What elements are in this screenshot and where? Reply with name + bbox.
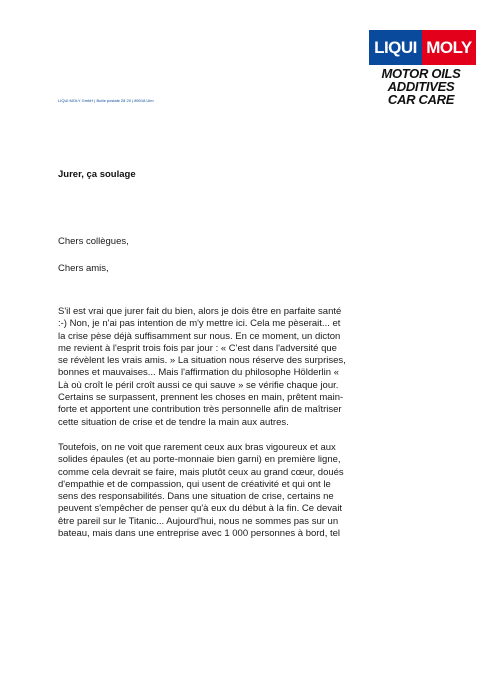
paragraph-line: peuvent s'empêcher de penser qu'à eux du début à la fin. Ce devait [58,503,343,515]
paragraph-line: d'empathie et de compassion, qui usent de créativité et qui ont le [58,478,331,490]
logo-liqui: LIQUI [369,30,422,65]
paragraph-line: bateau, mais dans une entreprise avec 1 000 personnes à bord, tel [58,528,341,540]
logo-tagline-line-1: MOTOR OILS [381,66,461,81]
company-logo [366,30,476,106]
paragraph-line: forte et apportent une contribution très personnelle afin de maîtriser [58,404,342,416]
paragraph-line: comme cela devrait se faire, mais plutôt ceux au grand cœur, doués [58,466,344,478]
paragraph-line: être pareil sur le Titanic... Aujourd'hui, nous ne sommes pas sur un [58,515,339,527]
logo-tagline [366,67,476,106]
logo-tagline-line-3: CAR CARE [387,92,455,107]
paragraph-line: Certains se surpassent, prennent les choses en main, prêtent main- [58,392,344,404]
paragraph-line: la crise pèse déjà suffisamment sur nous. En ce moment, un dicton [58,330,341,342]
logo-moly: MOLY [422,30,476,65]
paragraph-line: bonnes et mauvaises... Mais l'affirmation du philosophe Hölderlin « [58,367,339,379]
paragraph-2 [58,442,422,540]
paragraph-line: Là où croît le péril croît aussi ce qui sauve » se vérifie chaque jour. [58,379,339,391]
logo-wordmark [369,30,476,65]
logo-tagline-line-2: ADDITIVES [387,79,455,94]
paragraph-line: se révèlent les vrais amis. » La situation nous réserve des surprises, [58,355,346,367]
salutation-colleagues: Chers collègues, [58,236,129,247]
paragraph-line: cette situation de crise et de tendre la main aux autres. [58,416,289,428]
paragraph-line: me revient à l'esprit trois fois par jour : « C'est dans l'adversité que [58,342,337,354]
paragraph-1 [58,306,422,429]
paragraph-line: sens des responsabilités. Dans une situation de crise, certains ne [58,491,334,503]
paragraph-line: :-) Non, je n'ai pas intention de m'y mettre ici. Cela me pèserait... et [58,318,341,330]
sender-address: LIQUI MOLY GmbH | Boîte postale 28 20 | 89018 Ulm [58,98,154,103]
letter-title: Jurer, ça soulage [58,169,136,180]
paragraph-line: solides épaules (et au porte-monnaie bien garni) en première ligne, [58,454,341,466]
paragraph-line: Toutefois, on ne voit que rarement ceux aux bras vigoureux et aux [58,442,336,453]
paragraph-line: S'il est vrai que jurer fait du bien, alors je dois être en parfaite santé [58,306,342,317]
salutation-friends: Chers amis, [58,263,109,274]
